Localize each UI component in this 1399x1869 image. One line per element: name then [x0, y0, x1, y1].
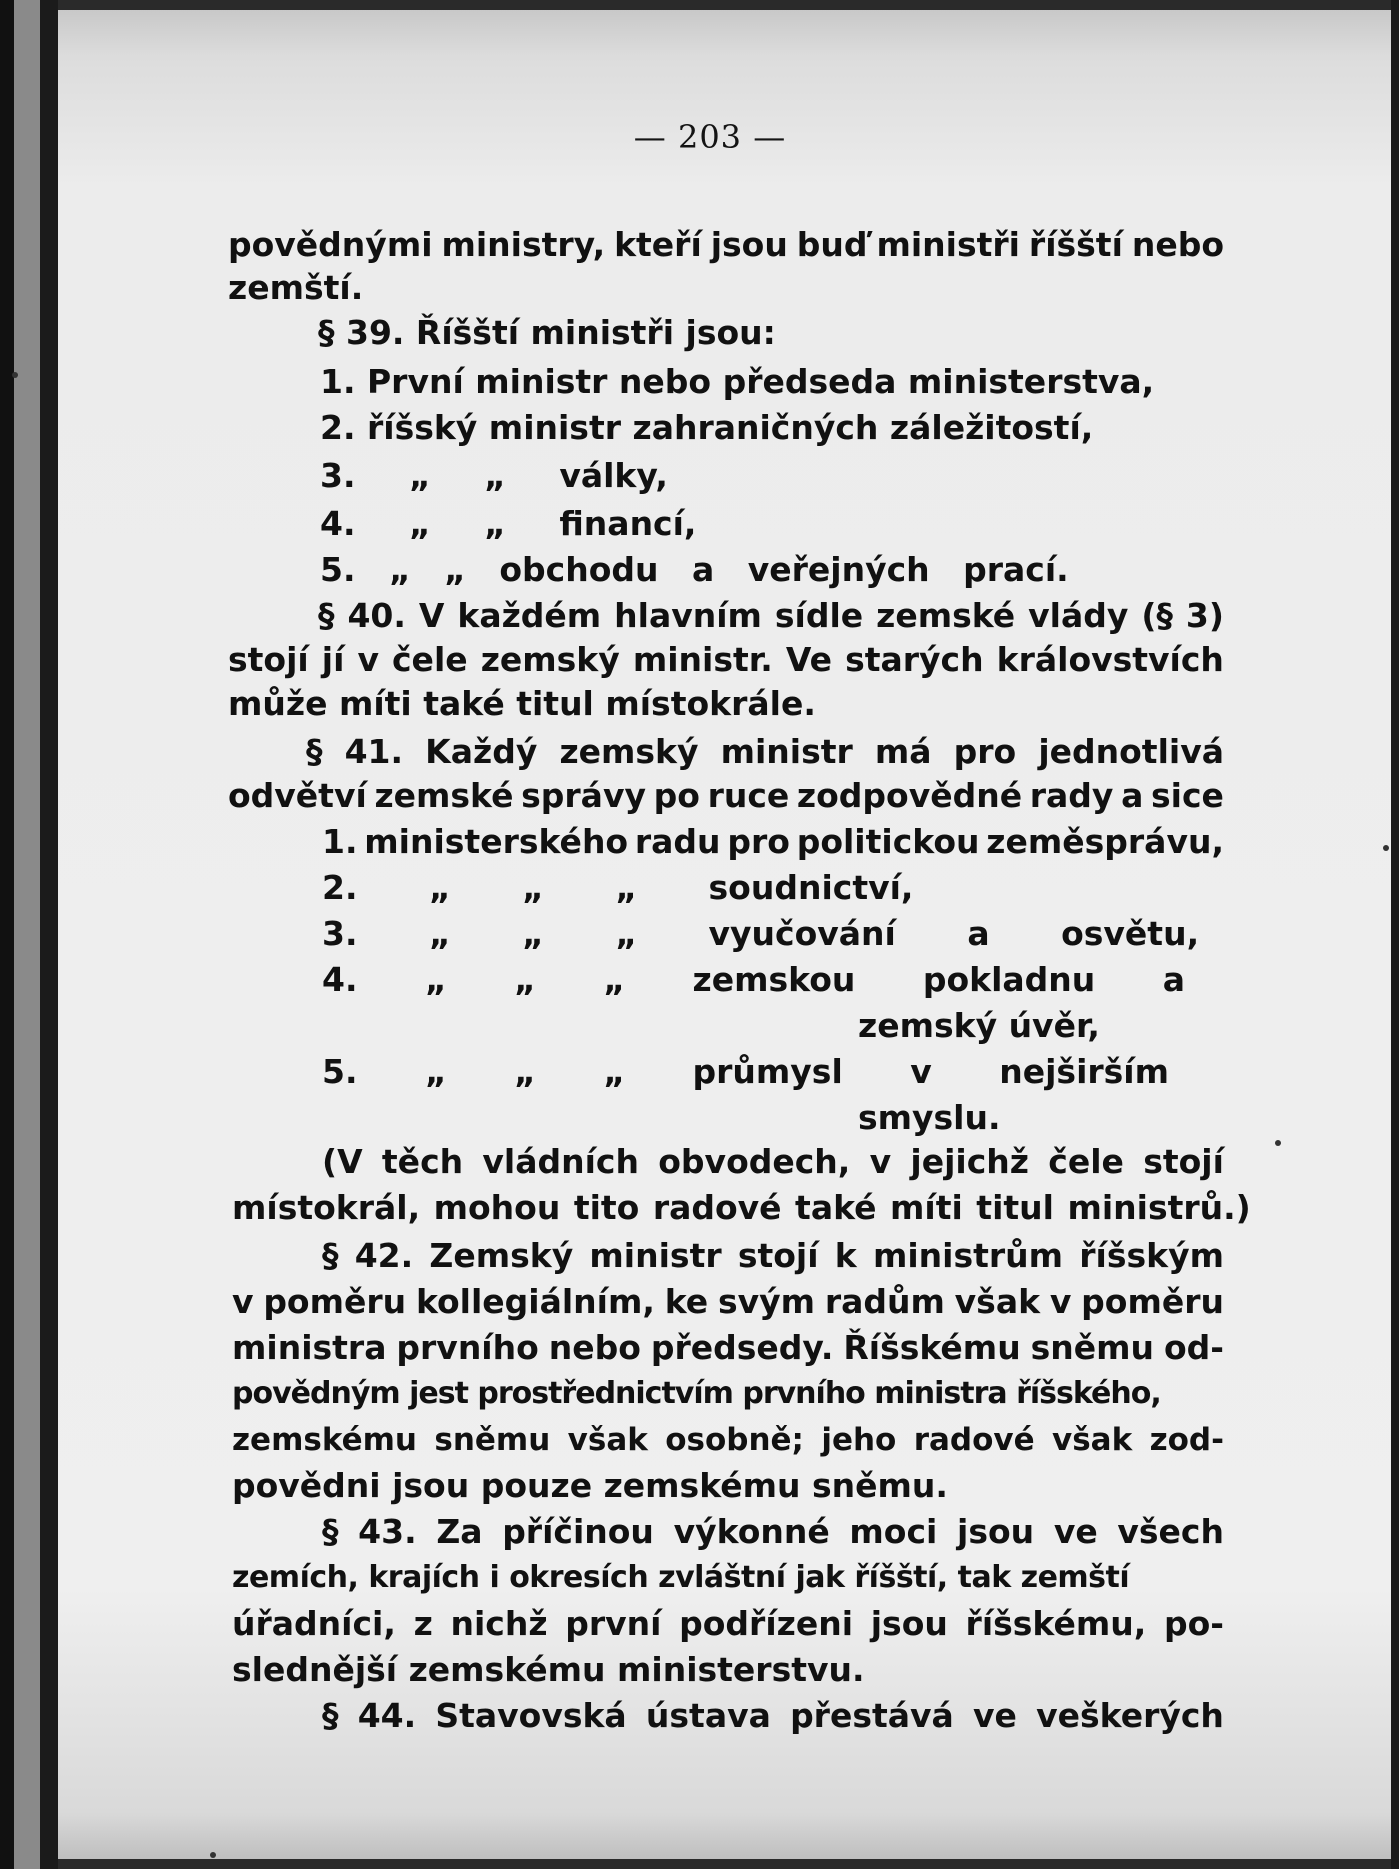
scan-speck [1275, 1140, 1281, 1146]
scan-border-right [1391, 0, 1399, 1869]
text-line: může míti také titul místokrále. [228, 684, 816, 723]
scan-speck [12, 372, 18, 378]
text-line: § 40. V každém hlavním sídle zemské vlády (§ 3) [318, 596, 1224, 635]
list-item: 3. „ „ „ vyučování a osvětu, [322, 914, 1200, 953]
scan-speck [210, 1852, 216, 1858]
binding-gutter [14, 0, 40, 1869]
list-item-continuation: zemský úvěr, [858, 1006, 1100, 1045]
list-item: 3. „ „ války, [320, 456, 668, 495]
text-line: odvětví zemské správy po ruce zodpovědné rady a sice [228, 776, 1224, 815]
text-line: § 42. Zemský ministr stojí k ministrům říšským [322, 1236, 1224, 1275]
text-line: v poměru kollegiálním, ke svým radům však v poměru [232, 1282, 1224, 1321]
scan-border-top [0, 0, 1399, 10]
text-line: stojí jí v čele zemský ministr. Ve starých královstvích [228, 640, 1224, 679]
text-line: slednější zemskému ministerstvu. [232, 1650, 865, 1689]
scan-speck [1383, 845, 1389, 851]
binding-shadow [0, 0, 14, 1869]
list-item: 1. První ministr nebo předseda ministerstva, [320, 362, 1155, 401]
page-number: — 203 — [633, 118, 787, 156]
text-line: místokrál, mohou tito radové také míti titul ministrů.) [232, 1188, 1251, 1227]
text-line: zemští. [228, 268, 364, 307]
text-line: povědni jsou pouze zemskému sněmu. [232, 1466, 948, 1505]
text-line: § 43. Za příčinou výkonné moci jsou ve všech [322, 1512, 1224, 1551]
text-line: § 44. Stavovská ústava přestává ve veškerých [322, 1696, 1224, 1735]
list-item-continuation: smyslu. [858, 1098, 1001, 1137]
text-line: úřadníci, z nichž první podřízeni jsou říšskému, po- [232, 1604, 1224, 1643]
text-line: (V těch vládních obvodech, v jejichž čele stojí [322, 1142, 1224, 1181]
text-line: zemích, krajích i okresích zvláštní jak říšští, tak zemští [232, 1560, 1130, 1595]
text-line: ministra prvního nebo předsedy. Říšskému sněmu od- [232, 1328, 1224, 1367]
list-item: 4. „ „ „ zemskou pokladnu a [322, 960, 1186, 999]
text-line: povědnými ministry, kteří jsou buď ministři říšští nebo [228, 225, 1224, 264]
list-item: 2. „ „ „ soudnictví, [322, 868, 914, 907]
list-item: 2. říšský ministr zahraničných záležitostí, [320, 408, 1094, 447]
page-edge-shadow [40, 0, 58, 1869]
scan-border-bottom [0, 1859, 1399, 1869]
text-line: zemskému sněmu však osobně; jeho radové však zod- [232, 1422, 1224, 1458]
text-line: povědným jest prostřednictvím prvního ministra říšského, [232, 1376, 1161, 1411]
list-item: 1. ministerského radu pro politickou zeměsprávu, [322, 822, 1224, 861]
list-item: 5. „ „ „ průmysl v nejširším [322, 1052, 1170, 1091]
list-item: 4. „ „ financí, [320, 504, 697, 543]
text-line: § 41. Každý zemský ministr má pro jednotlivá [306, 732, 1224, 771]
list-item: 5. „ „ obchodu a veřejných prací. [320, 550, 1069, 589]
section-heading: § 39. Říšští ministři jsou: [318, 313, 776, 352]
